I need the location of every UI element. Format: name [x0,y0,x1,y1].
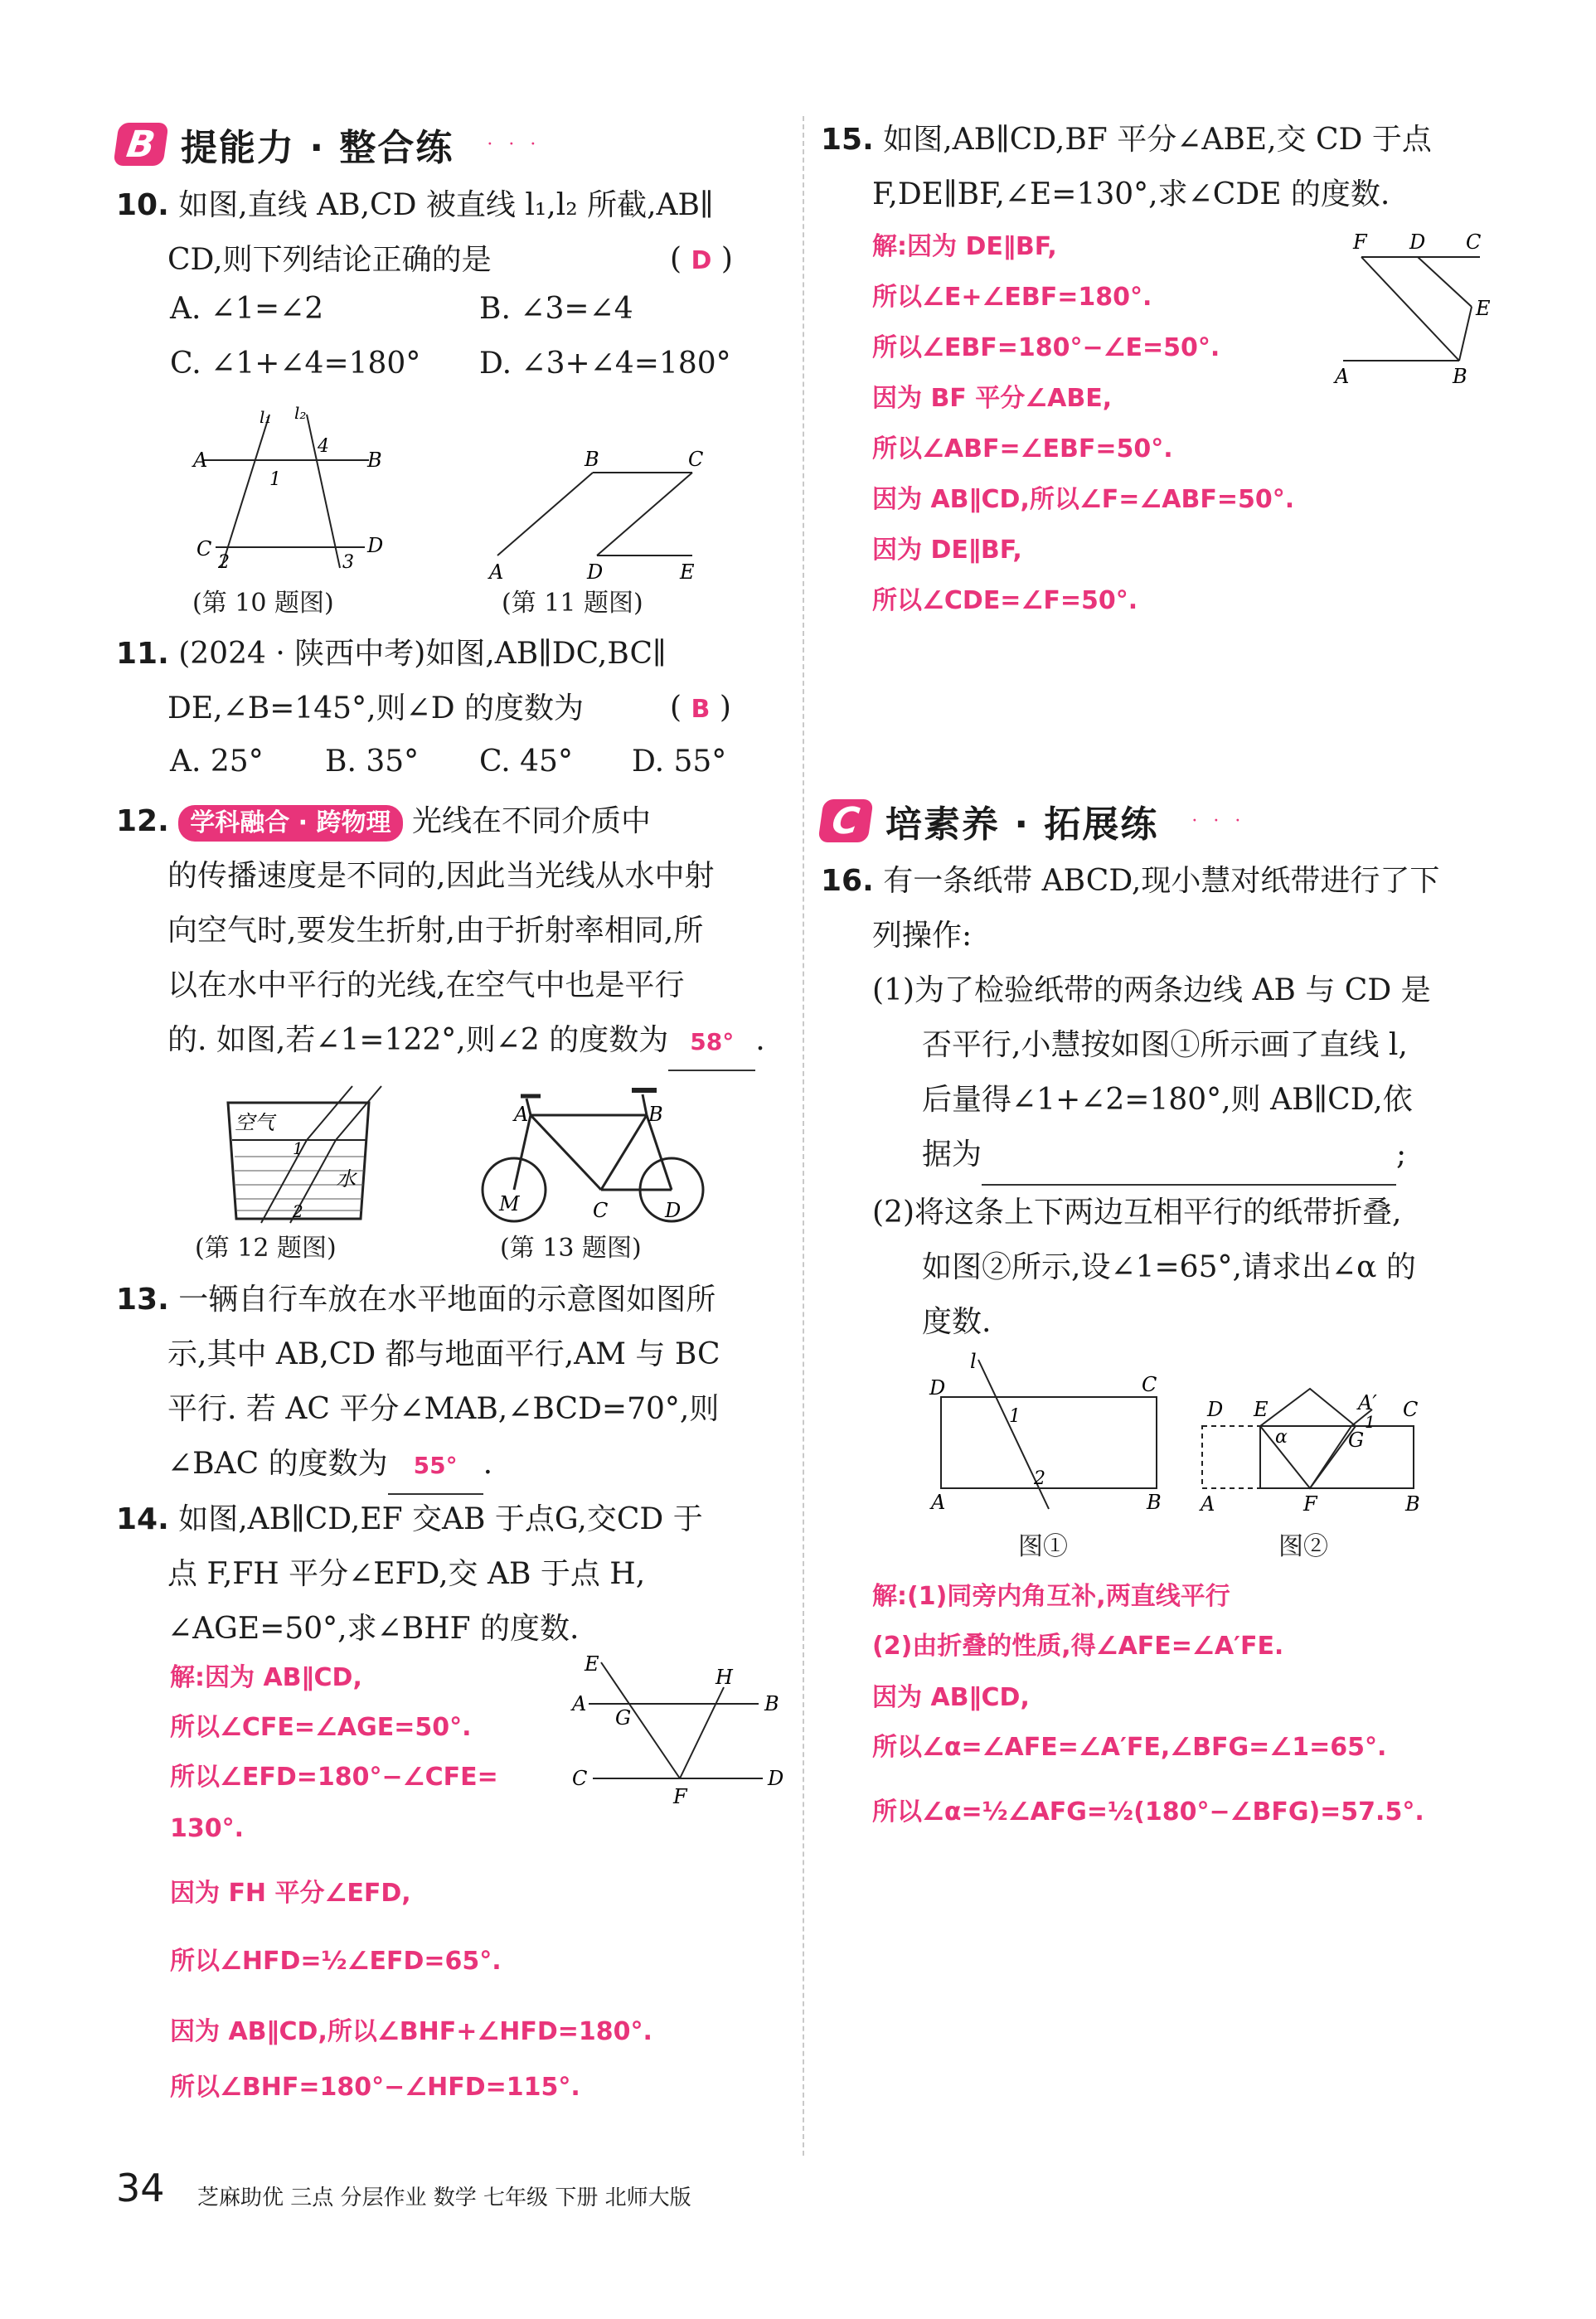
section-b-badge: B [113,123,168,166]
question-text: 点 F,FH 平分∠EFD,交 AB 于点 H, [167,1557,646,1591]
question-part: 据为 [922,1138,982,1172]
line-cd [597,473,692,555]
figure-q11 [481,448,713,580]
solution-q14-line: 所以∠EFD=180°−∠CFE= [170,1763,498,1792]
label-f: F [673,1785,687,1808]
solution-q14-line: 所以∠HFD=½∠EFD=65°. [170,1947,502,1976]
section-c-title: 培素养 · 拓展练 [885,803,1159,846]
option-d: D. 55° [632,745,727,779]
question-16 [821,854,1492,1350]
label-m: M [499,1192,520,1215]
question-text: 如图,AB∥CD,BF 平分∠ABE,交 CD 于点 [883,123,1432,157]
label-b: B [1453,365,1467,388]
solution-q14-line: 130°. [170,1814,245,1843]
label-d: D [1207,1398,1224,1421]
question-number: 13. [116,1283,169,1317]
section-c-header [821,794,1245,847]
line-de [1418,257,1472,307]
line-l1 [221,415,269,568]
label-l: l [970,1351,977,1373]
label-c: C [572,1767,588,1790]
label-d: D [768,1767,784,1790]
label-l1: l₁ [260,407,272,427]
question-number: 14. [116,1502,169,1536]
label-a: A [1335,365,1350,388]
label-c: C [593,1199,609,1222]
line-fg [1310,1426,1351,1488]
answer-blank: 58° [668,1015,755,1071]
solution-q15-line: 因为 AB∥CD,所以∠F=∠ABF=50°. [872,485,1295,514]
label-b: B [648,1103,663,1126]
line-eb [1459,307,1472,361]
label-b: B [1147,1491,1162,1514]
figure-q12 [211,1078,386,1235]
caption-q11: (第 11 题图) [502,589,643,618]
label-e: E [1476,297,1491,320]
question-text: 示,其中 AB,CD 都与地面平行,AM 与 BC [167,1337,720,1371]
angle-2: 2 [1034,1468,1045,1489]
page-number: 34 [116,2166,165,2210]
question-number: 15. [821,123,874,157]
question-15 [821,113,1492,222]
label-a: A [1201,1492,1215,1516]
caption-fig1: 图① [1018,1532,1068,1561]
question-part: 否平行,小慧按如图①所示画了直线 l, [922,1028,1408,1062]
answer-choice: D [691,246,712,275]
label-d: D [587,560,604,580]
caption-q13: (第 13 题图) [500,1234,642,1263]
answer-blank [982,1129,1396,1186]
figure-q14 [564,1654,788,1820]
figure-q10 [187,398,394,572]
fork [647,1115,672,1190]
line-ef [601,1662,680,1778]
question-text: 一辆自行车放在水平地面的示意图如图所 [178,1283,716,1317]
question-text: F,DE∥BF,∠E=130°,求∠CDE 的度数. [872,177,1390,211]
question-14 [116,1492,788,1657]
option-c: C. 45° [479,745,573,779]
label-e: E [1254,1398,1269,1421]
subject-tag: 学科融合 · 跨物理 [178,805,402,842]
label-a-prime: A′ [1358,1391,1377,1414]
label-c: C [196,537,212,560]
question-number: 10. [116,188,169,222]
label-c: C [1142,1373,1157,1396]
question-text: 光线在不同介质中 [411,804,651,838]
line-ab [497,473,593,555]
label-a: A [193,449,208,472]
label-d: D [665,1199,682,1222]
label-d: D [367,534,384,557]
question-text: 平行. 若 AC 平分∠MAB,∠BCD=70°,则 [167,1392,720,1426]
question-12: 12. 学科融合 · 跨物理 光线在不同介质中 的传播速度是不同的,因此当光线从水中射 向空气时,要发生折射,由于折射率相同,所 以在水中平行的光线,在空气中也是平行 的. 如图,若∠1=122°,则∠2 的度数为 58° . [116,794,788,1071]
question-part: (1)为了检验纸带的两条边线 AB 与 CD 是 [872,973,1431,1007]
label-e: E [585,1654,599,1676]
solution-q16-line: 因为 AB∥CD, [872,1683,1030,1712]
section-c-dots: · · · [1191,810,1246,832]
question-text: (2024 · 陕西中考)如图,AB∥DC,BC∥ [178,637,667,671]
solution-q15-line: 所以∠CDE=∠F=50°. [872,586,1138,615]
solution-q14-line: 所以∠BHF=180°−∠HFD=115°. [170,2073,580,2102]
question-text: 列操作: [872,919,973,953]
section-b-dots: · · · [487,133,541,155]
question-text: CD,则下列结论正确的是 [167,243,492,277]
solution-q15-line: 所以∠EBF=180°−∠E=50°. [872,333,1220,362]
answer-choice: B [691,695,711,724]
label-h: H [716,1666,733,1689]
question-part: 度数. [922,1305,992,1339]
option-a: A. 25° [170,745,264,779]
solution-q15-line: 所以∠ABF=∠EBF=50°. [872,434,1173,463]
bar-ac [531,1115,601,1190]
question-text: 的传播速度是不同的,因此当光线从水中射 [167,859,715,893]
question-text: 的. 如图,若∠1=122°,则∠2 的度数为 [167,1023,669,1057]
label-b: B [1405,1492,1420,1516]
label-d: D [929,1376,946,1400]
answer-bracket: ( B ) [670,691,731,725]
folded-away-part [1202,1426,1260,1488]
angle-2: 2 [218,552,230,572]
question-text: DE,∠B=145°,则∠D 的度数为 [167,691,584,725]
label-e: E [680,560,695,580]
solution-q14-line: 因为 FH 平分∠EFD, [170,1879,411,1908]
angle-1: 1 [1365,1412,1375,1432]
question-part: 后量得∠1+∠2=180°,则 AB∥CD,依 [922,1083,1413,1117]
label-l2: l₂ [294,403,307,423]
label-g: G [615,1706,632,1730]
label-water: 水 [336,1167,356,1191]
question-text: 如图,直线 AB,CD 被直线 l₁,l₂ 所截,AB∥ [178,188,714,222]
option-b: B. ∠3=∠4 [479,292,633,326]
solution-q16-line: 所以∠α=½∠AFG=½(180°−∠BFG)=57.5°. [872,1797,1424,1827]
answer-bracket: ( D ) [670,242,733,276]
blank-end: ; [1396,1138,1407,1172]
solution-q16-line: 所以∠α=∠AFE=∠A′FE,∠BFG=∠1=65°. [872,1733,1387,1762]
solution-q15-line: 因为 BF 平分∠ABE, [872,384,1113,413]
figure-q13 [473,1078,705,1227]
solution-q16-line: 解:(1)同旁内角互补,两直线平行 [872,1582,1230,1611]
label-f: F [1303,1492,1317,1516]
line-bf [1361,257,1459,361]
label-g: G [1348,1429,1365,1452]
question-13: 13. 一辆自行车放在水平地面的示意图如图所 示,其中 AB,CD 都与地面平行,AM 与 BC 平行. 若 AC 平分∠MAB,∠BCD=70°,则 ∠BAC 的度数为 55° . [116,1273,788,1495]
solution-q14-line: 因为 AB∥CD,所以∠BHF+∠HFD=180°. [170,2017,652,2046]
question-number: 11. [116,637,169,671]
label-b: B [585,448,599,471]
section-b-title: 提能力 · 整合练 [181,127,454,169]
solution-q14-line: 解:因为 AB∥CD, [170,1663,362,1692]
caption-fig2: 图② [1278,1532,1328,1561]
caption-q12: (第 12 题图) [195,1234,337,1263]
option-a: A. ∠1=∠2 [170,292,324,326]
angle-3: 3 [342,552,354,572]
question-part: 如图②所示,设∠1=65°,请求出∠α 的 [922,1250,1416,1284]
ray-1-air [307,1086,352,1140]
handle-post [643,1094,647,1115]
figure-q15 [1327,224,1492,390]
question-number: 12. [116,804,169,838]
question-text: 向空气时,要发生折射,由于折射率相同,所 [167,914,704,948]
question-text: 如图,AB∥CD,EF 交AB 于点G,交CD 于 [178,1502,703,1536]
question-text: ∠AGE=50°,求∠BHF 的度数. [167,1612,580,1646]
section-c-badge: C [817,799,873,842]
angle-2: 2 [293,1201,303,1221]
section-b-header [116,118,541,171]
option-b: B. 35° [325,745,420,779]
label-c: C [688,448,704,471]
bar-bc [601,1115,647,1190]
angle-1: 1 [293,1138,303,1158]
angle-alpha: α [1275,1427,1288,1448]
bar-am [514,1115,531,1190]
label-a: A [931,1491,946,1514]
label-a: A [572,1692,587,1715]
solution-q14-line: 所以∠CFE=∠AGE=50°. [170,1713,472,1742]
footer-text: 芝麻助优 三点 分层作业 数学 七年级 下册 北师大版 [197,2186,691,2210]
angle-1: 1 [269,469,281,490]
solution-q15-line: 因为 DE∥BF, [872,536,1022,565]
label-b: B [367,449,382,472]
label-a: A [514,1103,529,1126]
option-d: D. ∠3+∠4=180° [479,347,731,381]
question-text: 有一条纸带 ABCD,现小慧对纸带进行了下 [883,864,1440,898]
figure-q16-2 [1194,1360,1434,1526]
label-c: C [1466,230,1482,254]
answer-blank: 55° [388,1438,483,1495]
question-part: (2)将这条上下两边互相平行的纸带折叠, [872,1196,1402,1230]
label-a: A [489,560,504,580]
solution-q16-line: (2)由折叠的性质,得∠AFE=∠A′FE. [872,1632,1284,1661]
label-d: D [1409,230,1426,254]
label-c: C [1403,1398,1419,1421]
question-number: 16. [821,864,874,898]
angle-1: 1 [1009,1406,1021,1427]
ray-2-air [336,1086,381,1140]
option-c: C. ∠1+∠4=180° [170,347,421,381]
caption-q10: (第 10 题图) [192,589,334,618]
solution-q15-line: 所以∠E+∠EBF=180°. [872,283,1152,312]
column-divider [803,116,804,2156]
figure-q16-1 [924,1351,1173,1517]
solution-q15-line: 解:因为 DE∥BF, [872,232,1057,261]
strip [941,1397,1157,1488]
label-air: 空气 [235,1111,274,1134]
label-b: B [764,1692,779,1715]
question-text: ∠BAC 的度数为 [167,1447,388,1481]
line-fh [680,1687,724,1778]
label-f: F [1353,230,1367,254]
angle-4: 4 [318,436,329,457]
question-text: 以在水中平行的光线,在空气中也是平行 [167,968,685,1002]
